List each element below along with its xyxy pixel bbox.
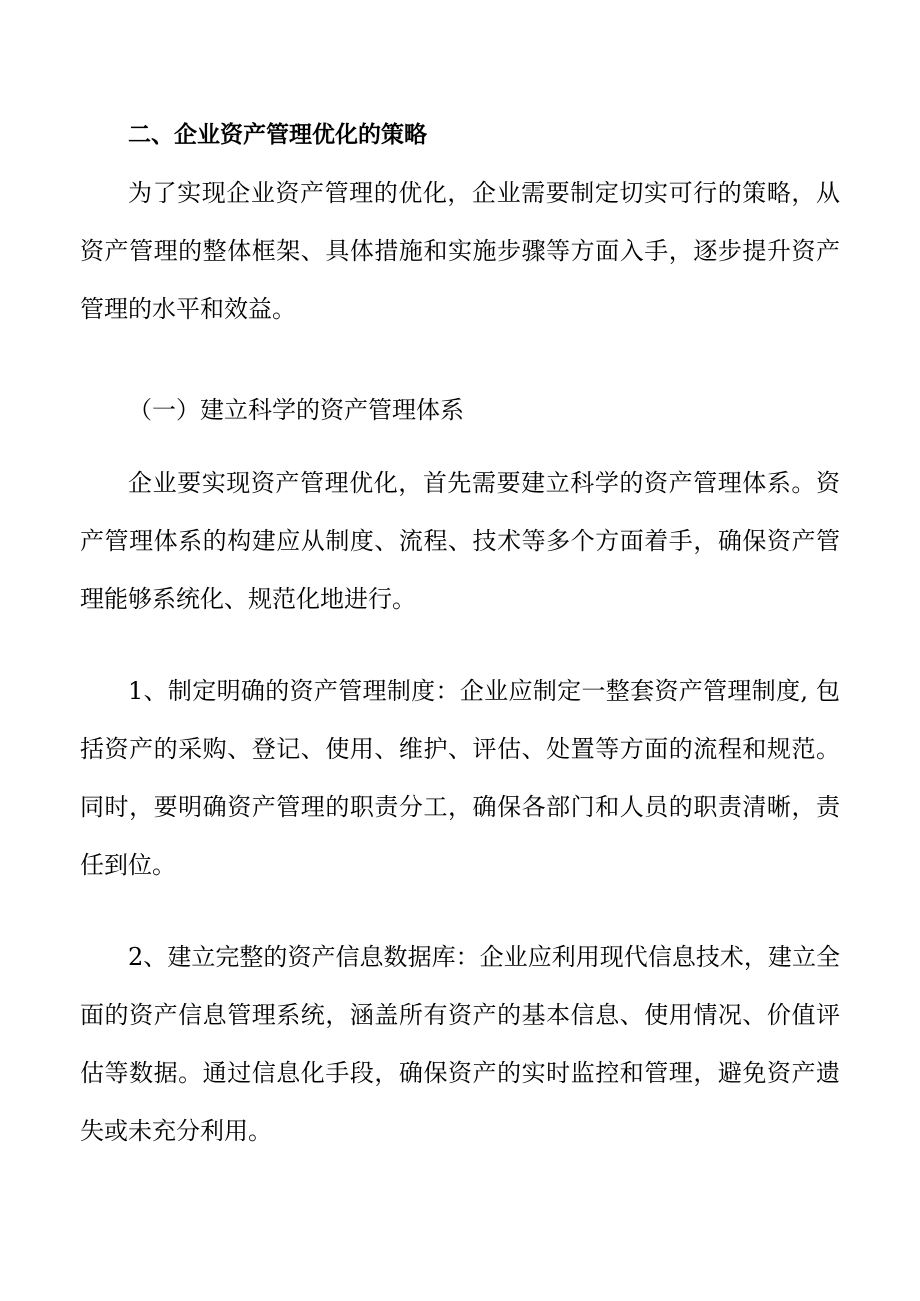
section-title: 二、企业资产管理优化的策略 bbox=[128, 122, 427, 148]
list-item-2: 2、建立完整的资产信息数据库：企业应利用现代信息技术，建立全面的资产信息管理系统，涵盖所有资产的基本信息、使用情况、价值评估等数据。通过信息化手段，确保资产的实时监控和管理，避免资产遗失或未充分利用。 bbox=[80, 943, 840, 1145]
subsection-title: （一）建立科学的资产管理体系 bbox=[128, 396, 464, 424]
list-item-1: 1、制定明确的资产管理制度：企业应制定一整套资产管理制度, 包括资产的采购、登记、使用、维护、评估、处置等方面的流程和规范。同时，要明确资产管理的职责分工，确保各部门和人员的职责清晰，责任到位。 bbox=[80, 677, 840, 879]
intro-paragraph: 为了实现企业资产管理的优化，企业需要制定切实可行的策略，从资产管理的整体框架、具体措施和实施步骤等方面入手，逐步提升资产管理的水平和效益。 bbox=[80, 179, 840, 323]
subsection-paragraph: 企业要实现资产管理优化，首先需要建立科学的资产管理体系。资产管理体系的构建应从制度、流程、技术等多个方面着手，确保资产管理能够系统化、规范化地进行。 bbox=[80, 469, 840, 613]
